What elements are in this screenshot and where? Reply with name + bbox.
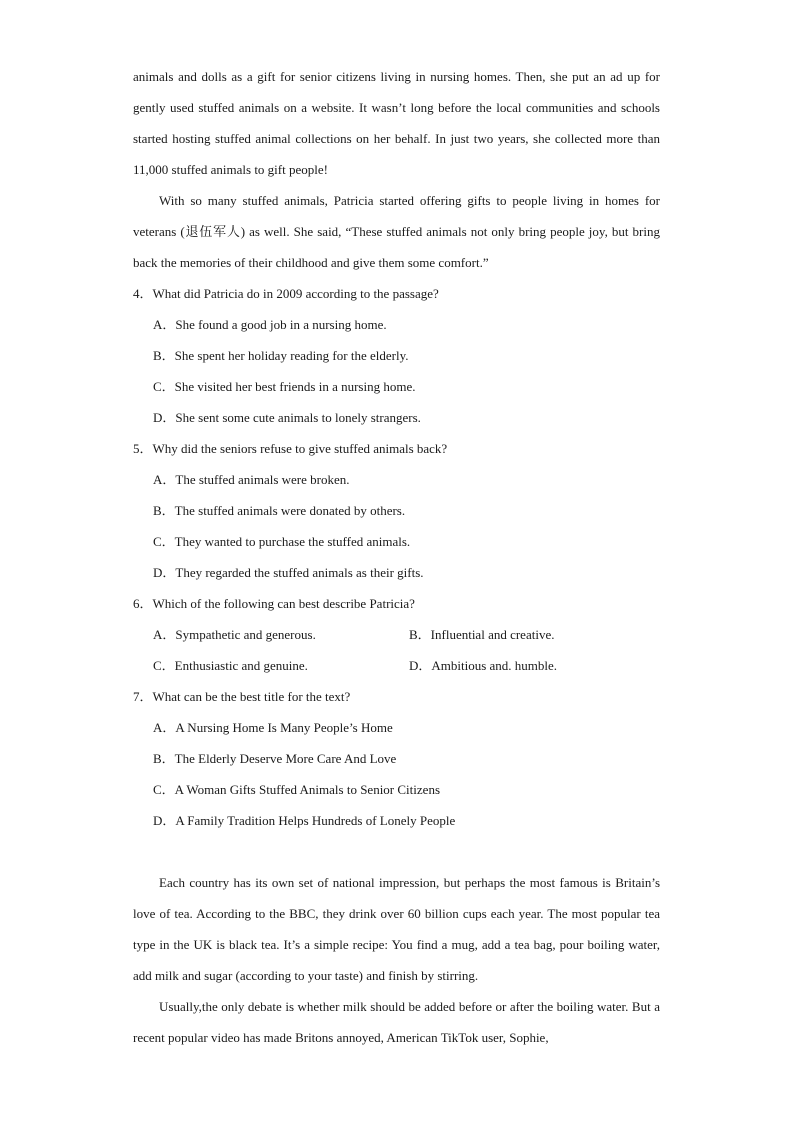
option-a: A．The stuffed animals were broken. [153,472,350,487]
option-list [133,309,660,433]
passage1-paragraph-2: With so many stuffed animals, Patricia started offering gifts to people living in homes for veterans (退伍军人) as well. She said, “These stuffed animals not only bring people joy, but bring back the memories of their childhood and give them some comfort.” [133,193,660,270]
question-7 [133,681,660,836]
option-c: C．A Woman Gifts Stuffed Animals to Senior Citizens [153,782,440,797]
option-a: A．Sympathetic and generous. [153,627,316,642]
option-list [133,464,660,588]
option-list [133,712,660,836]
question-stem: 5．Why did the seniors refuse to give stuffed animals back? [133,441,448,456]
option-c: C．She visited her best friends in a nursing home. [153,379,416,394]
option-c: C．Enthusiastic and genuine. [153,658,308,673]
option-b: B．Influential and creative. [409,627,555,642]
option-d: D．They regarded the stuffed animals as their gifts. [153,565,424,580]
passage1-paragraph-1: animals and dolls as a gift for senior citizens living in nursing homes. Then, she put an ad up for gently used stuffed animals on a website. It wasn’t long before the local communities and schools started hosting stuffed animal collections on her behalf. In just two years, she collected more than 11,000 stuffed animals to gift people! [133,69,660,177]
option-d: D．She sent some cute animals to lonely strangers. [153,410,421,425]
passage2-paragraph-2: Usually,the only debate is whether milk should be added before or after the boiling water. But a recent popular video has made Britons annoyed, American TikTok user, Sophie, [133,999,660,1045]
option-d: D．Ambitious and. humble. [409,658,558,673]
question-stem: 7．What can be the best title for the text? [133,689,351,704]
section-spacer [133,836,660,867]
question-6 [133,588,660,681]
option-c: C．They wanted to purchase the stuffed animals. [153,534,411,549]
option-b: B．She spent her holiday reading for the elderly. [153,348,409,363]
question-4 [133,278,660,433]
option-a: A．She found a good job in a nursing home. [153,317,387,332]
question-stem: 4．What did Patricia do in 2009 according to the passage? [133,286,439,301]
option-b: B．The Elderly Deserve More Care And Love [153,751,397,766]
question-5 [133,433,660,588]
passage2-paragraph-1: Each country has its own set of national impression, but perhaps the most famous is Britain’s love of tea. According to the BBC, they drink over 60 billion cups each year. The most popular tea type in the UK is black tea. It’s a simple recipe: You find a mug, add a tea bag, pour boiling water, add milk and sugar (according to your taste) and finish by stirring. [133,875,660,983]
document-body [133,61,660,1053]
option-a: A．A Nursing Home Is Many People’s Home [153,720,393,735]
option-d: D．A Family Tradition Helps Hundreds of Lonely People [153,813,456,828]
option-b: B．The stuffed animals were donated by others. [153,503,406,518]
option-list [133,619,660,681]
question-stem: 6．Which of the following can best describe Patricia? [133,596,415,611]
